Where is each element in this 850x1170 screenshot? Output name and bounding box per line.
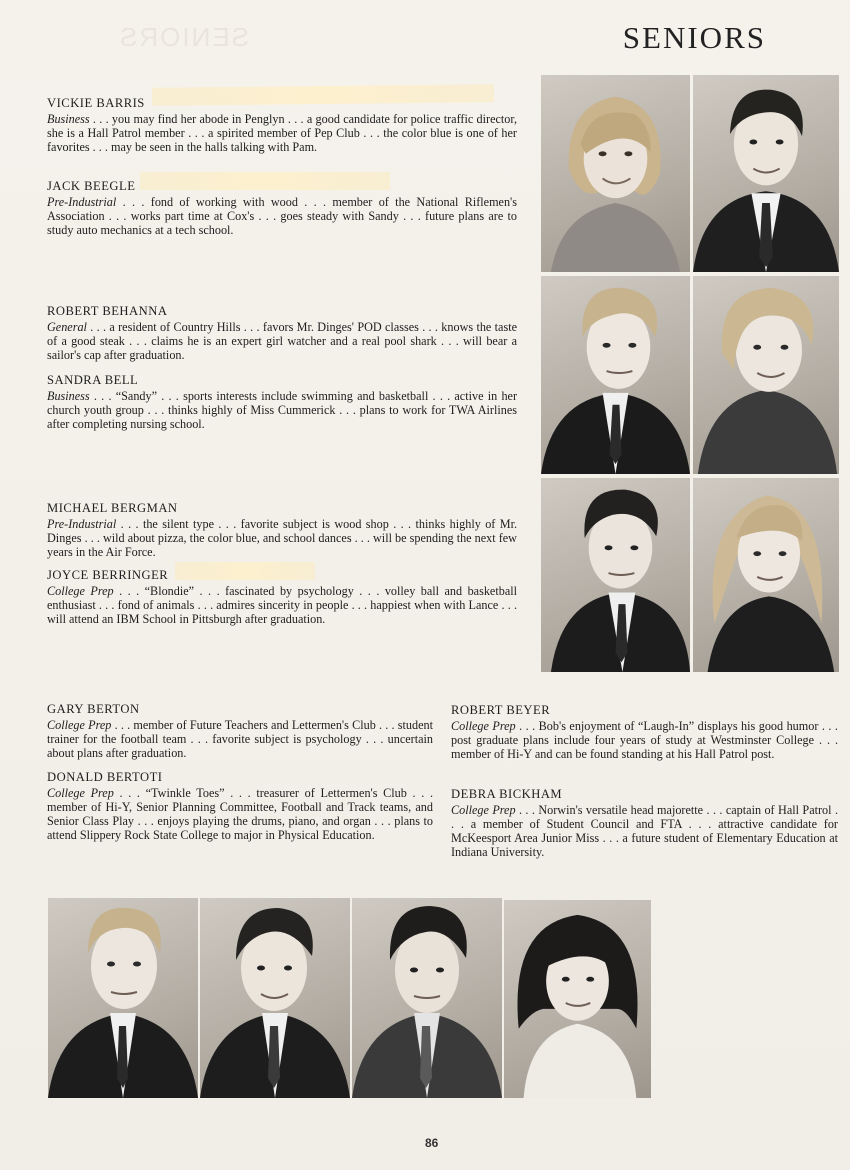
senior-entry: [451, 703, 838, 761]
senior-portrait-photo: [693, 478, 839, 672]
senior-entry: [47, 501, 517, 559]
senior-portrait-photo: [693, 276, 839, 474]
senior-bio: . . . “Sandy” . . . sports interests include swimming and basketball . . . active in her church youth group . . . thinks highly of Miss Cummerick . . . plans to work for TWA Airlines after completing nursing school.: [47, 389, 517, 431]
senior-course: College Prep: [47, 584, 114, 598]
senior-entry: [47, 96, 517, 154]
senior-bio: . . . Bob's enjoyment of “Laugh-In” displays his good humor . . . post graduate plans include four years of study at Westminster College . . . member of Hi-Y and can be found standing at his Hall Patrol post.: [451, 719, 838, 761]
senior-course: College Prep: [451, 803, 516, 817]
senior-bio: . . . a resident of Country Hills . . . favors Mr. Dinges' POD classes . . . knows the taste of a good steak . . . claims he is an expert girl watcher and a real pool shark . . . will bear a sailor's cap after graduation.: [47, 320, 517, 362]
page-title: SENIORS: [622, 20, 766, 55]
senior-name: SANDRA BELL: [47, 373, 139, 387]
senior-bio: . . . “Blondie” . . . fascinated by psychology . . . volley ball and basketball enthusiast . . . fond of animals . . . admires sincerity in people . . . happiest when with Lance . . . will attend an IBM School in Pittsburgh after graduation.: [47, 584, 517, 626]
senior-name: VICKIE BARRIS: [47, 96, 145, 110]
senior-name: DEBRA BICKHAM: [451, 787, 563, 801]
senior-portrait-photo: [693, 75, 839, 272]
senior-course: College Prep: [47, 718, 112, 732]
senior-portrait-photo: [541, 478, 690, 672]
senior-entry: [47, 568, 517, 626]
senior-name: ROBERT BEHANNA: [47, 304, 168, 318]
senior-name: MICHAEL BERGMAN: [47, 501, 178, 515]
senior-bio: . . . the silent type . . . favorite subject is wood shop . . . thinks highly of Mr. Dinges . . . wild about pizza, the color blue, and school dances . . . will be spending the next few years in the Air Force.: [47, 517, 517, 559]
senior-bio: . . . “Twinkle Toes” . . . treasurer of Lettermen's Club . . . member of Hi-Y, Senior Planning Committee, Football and Track teams, and Senior Class Play . . . enjoys playing the drums, piano, and organ . . . plans to attend Slippery Rock State College to major in Physical Education.: [47, 786, 433, 842]
senior-portrait-photo: [541, 276, 690, 474]
senior-name: GARY BERTON: [47, 702, 140, 716]
show-through-title: SENIORS: [118, 22, 250, 52]
senior-entry: [47, 702, 433, 760]
senior-course: Pre-Industrial: [47, 517, 117, 531]
senior-entry: [451, 787, 838, 859]
page-number: 86: [425, 1136, 439, 1150]
senior-course: College Prep: [47, 786, 114, 800]
senior-portrait-photo: [200, 898, 350, 1098]
senior-bio: . . . you may find her abode in Penglyn . . . a good candidate for police traffic director, she is a Hall Patrol member . . . a spirited member of Pep Club . . . the color blue is one of her favorites . . . may be seen in the halls talking with Pam.: [47, 112, 517, 154]
senior-course: Pre-Industrial: [47, 195, 117, 209]
senior-name: JACK BEEGLE: [47, 179, 136, 193]
senior-bio: . . . fond of working with wood . . . member of the National Riflemen's Association . . . works part time at Cox's . . . goes steady with Sandy . . . future plans are to study auto mechanics at a tech school.: [47, 195, 517, 237]
senior-bio: . . . member of Future Teachers and Lettermen's Club . . . student trainer for the football team . . . favorite subject is psychology . . . uncertain about plans after graduation.: [47, 718, 433, 760]
senior-bio: . . . Norwin's versatile head majorette . . . captain of Hall Patrol . . . a member of Student Council and FTA . . . attractive candidate for McKeesport Area Junior Miss . . . a future student of Elementary Education at Indiana University.: [451, 803, 838, 859]
senior-name: ROBERT BEYER: [451, 703, 551, 717]
senior-entry: [47, 373, 517, 431]
senior-portrait-photo: [541, 75, 690, 272]
senior-entry: [47, 770, 433, 842]
senior-portrait-photo: [504, 900, 651, 1098]
senior-course: General: [47, 320, 87, 334]
senior-portrait-photo: [352, 898, 502, 1098]
senior-name: DONALD BERTOTI: [47, 770, 163, 784]
senior-course: College Prep: [451, 719, 516, 733]
senior-name: JOYCE BERRINGER: [47, 568, 169, 582]
senior-entry: [47, 304, 517, 362]
senior-course: Business: [47, 389, 90, 403]
senior-entry: [47, 179, 517, 237]
senior-portrait-photo: [48, 898, 198, 1098]
senior-course: Business: [47, 112, 90, 126]
